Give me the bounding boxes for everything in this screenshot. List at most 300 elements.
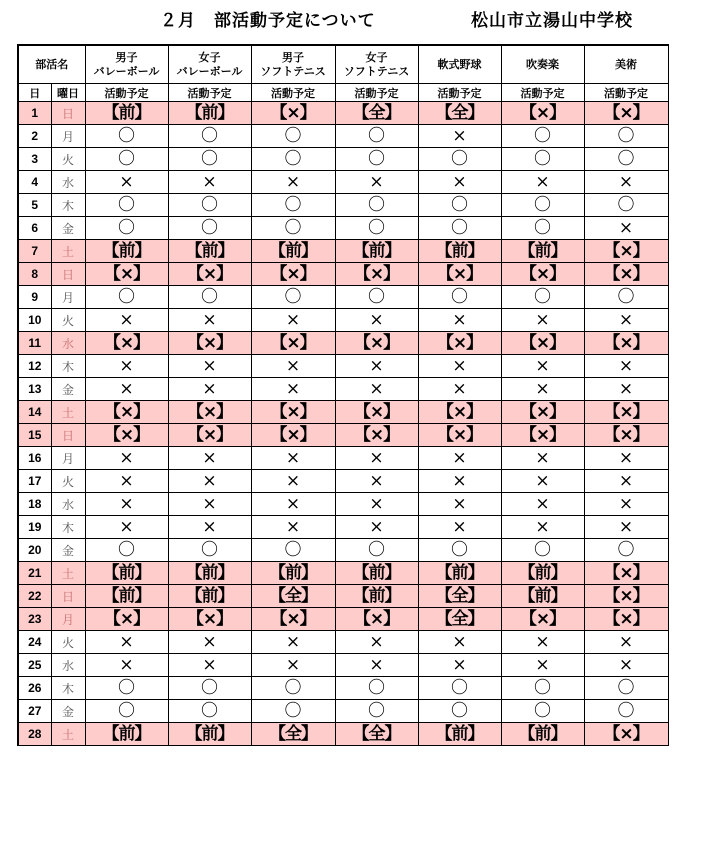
schedule-cell: × bbox=[335, 171, 418, 194]
schedule-cell: 〇 bbox=[251, 286, 335, 309]
club-header bbox=[335, 45, 418, 84]
schedule-cell: 【×】 bbox=[335, 332, 418, 355]
schedule-cell: 【全】 bbox=[418, 102, 501, 125]
table-row bbox=[18, 102, 668, 125]
schedule-cell: 【×】 bbox=[584, 240, 668, 263]
schedule-cell: 【前】 bbox=[501, 723, 584, 746]
schedule-cell: 〇 bbox=[418, 148, 501, 171]
table-row bbox=[18, 355, 668, 378]
schedule-cell: 【×】 bbox=[584, 332, 668, 355]
schedule-cell: × bbox=[251, 516, 335, 539]
schedule-cell: × bbox=[85, 378, 168, 401]
weekday-cell: 木 bbox=[51, 516, 85, 539]
table-row bbox=[18, 723, 668, 746]
schedule-cell: 【前】 bbox=[418, 240, 501, 263]
table-row bbox=[18, 286, 668, 309]
schedule-cell: 〇 bbox=[501, 286, 584, 309]
weekday-cell: 日 bbox=[51, 585, 85, 608]
schedule-cell: 【×】 bbox=[251, 263, 335, 286]
schedule-cell: 〇 bbox=[335, 194, 418, 217]
day-cell: 2 bbox=[18, 125, 51, 148]
schedule-cell: × bbox=[584, 654, 668, 677]
weekday-header: 曜日 bbox=[51, 84, 85, 102]
schedule-cell: × bbox=[168, 493, 251, 516]
club-header-line2: ソフトテニス bbox=[343, 64, 410, 78]
schedule-cell: 〇 bbox=[418, 677, 501, 700]
schedule-cell: 〇 bbox=[168, 148, 251, 171]
schedule-cell: × bbox=[168, 516, 251, 539]
schedule-cell: × bbox=[85, 493, 168, 516]
table-row bbox=[18, 539, 668, 562]
schedule-cell: 〇 bbox=[251, 125, 335, 148]
schedule-cell: 【×】 bbox=[584, 585, 668, 608]
weekday-cell: 月 bbox=[51, 608, 85, 631]
schedule-cell: × bbox=[418, 171, 501, 194]
schedule-cell: 〇 bbox=[335, 677, 418, 700]
schedule-cell: 〇 bbox=[501, 217, 584, 240]
schedule-cell: × bbox=[168, 355, 251, 378]
schedule-cell: × bbox=[418, 470, 501, 493]
day-cell: 15 bbox=[18, 424, 51, 447]
schedule-cell: × bbox=[85, 631, 168, 654]
activity-plan-header: 活動予定 bbox=[168, 84, 251, 102]
schedule-cell: 〇 bbox=[251, 539, 335, 562]
day-cell: 20 bbox=[18, 539, 51, 562]
day-cell: 13 bbox=[18, 378, 51, 401]
day-cell: 26 bbox=[18, 677, 51, 700]
day-cell: 22 bbox=[18, 585, 51, 608]
schedule-cell: × bbox=[501, 355, 584, 378]
header-row-sub bbox=[18, 84, 668, 102]
table-row bbox=[18, 631, 668, 654]
table-row bbox=[18, 493, 668, 516]
schedule-cell: 〇 bbox=[251, 677, 335, 700]
schedule-cell: 【前】 bbox=[85, 723, 168, 746]
schedule-cell: × bbox=[418, 493, 501, 516]
club-header bbox=[168, 45, 251, 84]
schedule-cell: × bbox=[168, 470, 251, 493]
day-cell: 25 bbox=[18, 654, 51, 677]
table-row bbox=[18, 585, 668, 608]
table-row bbox=[18, 677, 668, 700]
weekday-cell: 火 bbox=[51, 631, 85, 654]
schedule-cell: 〇 bbox=[85, 677, 168, 700]
schedule-cell: 【×】 bbox=[85, 424, 168, 447]
schedule-cell: 【×】 bbox=[584, 263, 668, 286]
schedule-cell: 【×】 bbox=[85, 263, 168, 286]
table-row bbox=[18, 401, 668, 424]
schedule-cell: 〇 bbox=[168, 539, 251, 562]
schedule-cell: × bbox=[418, 378, 501, 401]
schedule-cell: 〇 bbox=[85, 286, 168, 309]
schedule-cell: 【×】 bbox=[501, 401, 584, 424]
schedule-cell: 〇 bbox=[335, 125, 418, 148]
page-header bbox=[0, 6, 706, 32]
schedule-cell: 【×】 bbox=[335, 263, 418, 286]
day-cell: 12 bbox=[18, 355, 51, 378]
schedule-cell: × bbox=[85, 470, 168, 493]
schedule-cell: × bbox=[251, 309, 335, 332]
day-cell: 27 bbox=[18, 700, 51, 723]
schedule-cell: × bbox=[501, 470, 584, 493]
schedule-cell: 〇 bbox=[584, 125, 668, 148]
schedule-cell: × bbox=[251, 631, 335, 654]
weekday-cell: 金 bbox=[51, 378, 85, 401]
schedule-cell: × bbox=[501, 309, 584, 332]
day-cell: 17 bbox=[18, 470, 51, 493]
schedule-cell: 【×】 bbox=[85, 332, 168, 355]
schedule-cell: 〇 bbox=[335, 700, 418, 723]
schedule-cell: × bbox=[418, 447, 501, 470]
schedule-cell: × bbox=[251, 378, 335, 401]
schedule-cell: 【前】 bbox=[168, 102, 251, 125]
schedule-cell: 【前】 bbox=[501, 562, 584, 585]
club-header bbox=[251, 45, 335, 84]
day-cell: 14 bbox=[18, 401, 51, 424]
schedule-cell: 【前】 bbox=[501, 585, 584, 608]
schedule-cell: × bbox=[501, 447, 584, 470]
page-title: ２月 部活動予定について bbox=[160, 11, 376, 31]
schedule-cell: 【×】 bbox=[501, 102, 584, 125]
weekday-cell: 土 bbox=[51, 240, 85, 263]
schedule-cell: 【前】 bbox=[85, 102, 168, 125]
schedule-cell: 【×】 bbox=[584, 424, 668, 447]
schedule-cell: × bbox=[584, 309, 668, 332]
club-header: 美術 bbox=[584, 45, 668, 84]
schedule-cell: 〇 bbox=[168, 677, 251, 700]
schedule-cell: × bbox=[418, 516, 501, 539]
schedule-cell: × bbox=[335, 516, 418, 539]
schedule-cell: × bbox=[335, 355, 418, 378]
schedule-cell: 〇 bbox=[168, 286, 251, 309]
schedule-cell: 【全】 bbox=[418, 585, 501, 608]
schedule-cell: × bbox=[168, 631, 251, 654]
schedule-cell: 〇 bbox=[168, 194, 251, 217]
weekday-cell: 火 bbox=[51, 148, 85, 171]
schedule-cell: 【前】 bbox=[168, 562, 251, 585]
schedule-cell: × bbox=[418, 631, 501, 654]
schedule-cell: × bbox=[251, 171, 335, 194]
schedule-cell: 〇 bbox=[501, 677, 584, 700]
schedule-cell: 【×】 bbox=[418, 424, 501, 447]
schedule-cell: 【×】 bbox=[501, 608, 584, 631]
table-row bbox=[18, 194, 668, 217]
schedule-cell: × bbox=[335, 654, 418, 677]
weekday-cell: 木 bbox=[51, 355, 85, 378]
table-row bbox=[18, 217, 668, 240]
schedule-cell: 【前】 bbox=[251, 240, 335, 263]
schedule-cell: 【×】 bbox=[85, 608, 168, 631]
schedule-cell: 【×】 bbox=[335, 608, 418, 631]
schedule-cell: 〇 bbox=[501, 700, 584, 723]
day-cell: 4 bbox=[18, 171, 51, 194]
schedule-cell: 〇 bbox=[501, 539, 584, 562]
table-row bbox=[18, 608, 668, 631]
schedule-cell: × bbox=[168, 171, 251, 194]
table-row bbox=[18, 654, 668, 677]
schedule-cell: × bbox=[85, 447, 168, 470]
club-header: 吹奏楽 bbox=[501, 45, 584, 84]
club-label-header: 部活名 bbox=[18, 45, 85, 84]
weekday-cell: 金 bbox=[51, 539, 85, 562]
activity-plan-header: 活動予定 bbox=[335, 84, 418, 102]
schedule-cell: 〇 bbox=[335, 286, 418, 309]
schedule-cell: × bbox=[335, 493, 418, 516]
table-row bbox=[18, 447, 668, 470]
schedule-cell: 〇 bbox=[418, 217, 501, 240]
schedule-cell: × bbox=[584, 470, 668, 493]
schedule-cell: 【全】 bbox=[335, 723, 418, 746]
schedule-cell: 〇 bbox=[418, 286, 501, 309]
schedule-cell: × bbox=[501, 516, 584, 539]
activity-plan-header: 活動予定 bbox=[251, 84, 335, 102]
club-header-line2: バレーボール bbox=[93, 64, 160, 78]
day-cell: 3 bbox=[18, 148, 51, 171]
schedule-cell: 【前】 bbox=[168, 240, 251, 263]
schedule-cell: 〇 bbox=[85, 125, 168, 148]
schedule-cell: × bbox=[584, 516, 668, 539]
schedule-cell: 〇 bbox=[85, 194, 168, 217]
schedule-cell: 【×】 bbox=[501, 263, 584, 286]
schedule-cell: 〇 bbox=[584, 194, 668, 217]
weekday-cell: 土 bbox=[51, 401, 85, 424]
schedule-cell: × bbox=[501, 631, 584, 654]
schedule-cell: × bbox=[168, 309, 251, 332]
weekday-cell: 水 bbox=[51, 332, 85, 355]
club-header-line2: バレーボール bbox=[176, 64, 243, 78]
weekday-cell: 木 bbox=[51, 194, 85, 217]
day-cell: 10 bbox=[18, 309, 51, 332]
schedule-cell: 〇 bbox=[584, 539, 668, 562]
weekday-cell: 水 bbox=[51, 493, 85, 516]
weekday-cell: 水 bbox=[51, 654, 85, 677]
weekday-cell: 月 bbox=[51, 286, 85, 309]
schedule-cell: 〇 bbox=[584, 700, 668, 723]
table-row bbox=[18, 240, 668, 263]
schedule-cell: × bbox=[251, 493, 335, 516]
schedule-cell: 【×】 bbox=[584, 102, 668, 125]
schedule-cell: 【前】 bbox=[85, 562, 168, 585]
club-header-line1: 男子 bbox=[115, 50, 138, 64]
schedule-cell: × bbox=[251, 654, 335, 677]
schedule-cell: 【前】 bbox=[85, 585, 168, 608]
schedule-cell: 【前】 bbox=[418, 562, 501, 585]
schedule-cell: × bbox=[335, 631, 418, 654]
club-header: 軟式野球 bbox=[418, 45, 501, 84]
activity-plan-header: 活動予定 bbox=[418, 84, 501, 102]
schedule-cell: 【×】 bbox=[85, 401, 168, 424]
schedule-cell: 【×】 bbox=[251, 424, 335, 447]
club-header-line2: ソフトテニス bbox=[260, 64, 326, 78]
weekday-cell: 火 bbox=[51, 470, 85, 493]
schedule-cell: × bbox=[251, 447, 335, 470]
weekday-cell: 木 bbox=[51, 677, 85, 700]
schedule-cell: 【×】 bbox=[418, 263, 501, 286]
schedule-cell: 【×】 bbox=[251, 401, 335, 424]
schedule-cell: × bbox=[418, 355, 501, 378]
weekday-cell: 金 bbox=[51, 700, 85, 723]
schedule-cell: 【×】 bbox=[168, 608, 251, 631]
day-cell: 8 bbox=[18, 263, 51, 286]
schedule-cell: 〇 bbox=[418, 539, 501, 562]
school-name: 松山市立湯山中学校 bbox=[471, 11, 633, 31]
day-cell: 24 bbox=[18, 631, 51, 654]
weekday-cell: 月 bbox=[51, 447, 85, 470]
schedule-cell: 【前】 bbox=[168, 723, 251, 746]
schedule-cell: 〇 bbox=[584, 286, 668, 309]
schedule-cell: 【×】 bbox=[251, 608, 335, 631]
schedule-cell: 【前】 bbox=[501, 240, 584, 263]
schedule-cell: × bbox=[584, 378, 668, 401]
schedule-cell: 【×】 bbox=[501, 424, 584, 447]
schedule-cell: × bbox=[501, 493, 584, 516]
schedule-cell: 〇 bbox=[584, 148, 668, 171]
schedule-cell: × bbox=[418, 309, 501, 332]
day-cell: 6 bbox=[18, 217, 51, 240]
schedule-cell: 【前】 bbox=[335, 240, 418, 263]
schedule-cell: 〇 bbox=[418, 194, 501, 217]
schedule-cell: × bbox=[584, 355, 668, 378]
schedule-cell: 【全】 bbox=[418, 608, 501, 631]
schedule-cell: 【前】 bbox=[251, 562, 335, 585]
schedule-cell: 【×】 bbox=[251, 102, 335, 125]
schedule-cell: × bbox=[584, 493, 668, 516]
schedule-cell: 【前】 bbox=[335, 585, 418, 608]
day-cell: 21 bbox=[18, 562, 51, 585]
schedule-cell: 【×】 bbox=[418, 401, 501, 424]
schedule-cell: 〇 bbox=[335, 148, 418, 171]
schedule-cell: 【前】 bbox=[85, 240, 168, 263]
table-row bbox=[18, 332, 668, 355]
schedule-cell: 【×】 bbox=[335, 424, 418, 447]
schedule-cell: × bbox=[584, 217, 668, 240]
club-header-line1: 女子 bbox=[365, 50, 388, 64]
table-row bbox=[18, 378, 668, 401]
schedule-cell: 【×】 bbox=[584, 401, 668, 424]
schedule-cell: 〇 bbox=[251, 700, 335, 723]
day-cell: 11 bbox=[18, 332, 51, 355]
schedule-cell: 【全】 bbox=[335, 102, 418, 125]
table-row bbox=[18, 470, 668, 493]
club-header bbox=[85, 45, 168, 84]
schedule-cell: × bbox=[501, 654, 584, 677]
weekday-cell: 金 bbox=[51, 217, 85, 240]
header-row-clubs bbox=[18, 45, 668, 84]
schedule-cell: × bbox=[335, 470, 418, 493]
club-header-line1: 女子 bbox=[198, 50, 221, 64]
day-cell: 16 bbox=[18, 447, 51, 470]
table-row bbox=[18, 125, 668, 148]
schedule-cell: 〇 bbox=[168, 217, 251, 240]
schedule-cell: 【全】 bbox=[251, 585, 335, 608]
schedule-cell: × bbox=[85, 654, 168, 677]
schedule-cell: 〇 bbox=[85, 217, 168, 240]
schedule-cell: 【×】 bbox=[418, 332, 501, 355]
schedule-cell: × bbox=[168, 378, 251, 401]
schedule-cell: × bbox=[335, 378, 418, 401]
schedule-cell: 〇 bbox=[501, 194, 584, 217]
schedule-cell: × bbox=[501, 171, 584, 194]
table-row bbox=[18, 263, 668, 286]
table-row bbox=[18, 424, 668, 447]
schedule-cell: 【前】 bbox=[168, 585, 251, 608]
weekday-cell: 火 bbox=[51, 309, 85, 332]
schedule-cell: 〇 bbox=[85, 700, 168, 723]
table-row bbox=[18, 171, 668, 194]
schedule-body bbox=[18, 102, 668, 746]
activity-plan-header: 活動予定 bbox=[501, 84, 584, 102]
table-row bbox=[18, 516, 668, 539]
schedule-cell: 【×】 bbox=[584, 562, 668, 585]
schedule-cell: 〇 bbox=[251, 194, 335, 217]
schedule-cell: 〇 bbox=[85, 148, 168, 171]
schedule-cell: 〇 bbox=[501, 148, 584, 171]
schedule-cell: 〇 bbox=[418, 700, 501, 723]
day-cell: 5 bbox=[18, 194, 51, 217]
schedule-cell: × bbox=[584, 631, 668, 654]
schedule-cell: 【×】 bbox=[168, 332, 251, 355]
schedule-cell: × bbox=[584, 171, 668, 194]
schedule-cell: 【前】 bbox=[418, 723, 501, 746]
day-cell: 7 bbox=[18, 240, 51, 263]
schedule-cell: 〇 bbox=[584, 677, 668, 700]
schedule-cell: 【×】 bbox=[168, 424, 251, 447]
schedule-cell: × bbox=[418, 654, 501, 677]
schedule-cell: 〇 bbox=[85, 539, 168, 562]
table-row bbox=[18, 309, 668, 332]
schedule-cell: × bbox=[85, 309, 168, 332]
weekday-cell: 土 bbox=[51, 562, 85, 585]
schedule-cell: 〇 bbox=[251, 217, 335, 240]
schedule-cell: × bbox=[251, 470, 335, 493]
schedule-cell: × bbox=[501, 378, 584, 401]
weekday-cell: 日 bbox=[51, 102, 85, 125]
schedule-cell: × bbox=[418, 125, 501, 148]
day-cell: 28 bbox=[18, 723, 51, 746]
schedule-cell: × bbox=[85, 516, 168, 539]
schedule-cell: 【×】 bbox=[584, 723, 668, 746]
schedule-cell: 【×】 bbox=[335, 401, 418, 424]
schedule-cell: × bbox=[335, 309, 418, 332]
table-row bbox=[18, 700, 668, 723]
schedule-cell: × bbox=[168, 654, 251, 677]
schedule-cell: × bbox=[584, 447, 668, 470]
day-cell: 1 bbox=[18, 102, 51, 125]
schedule-cell: × bbox=[251, 355, 335, 378]
schedule-cell: 【×】 bbox=[584, 608, 668, 631]
day-cell: 18 bbox=[18, 493, 51, 516]
schedule-cell: 【全】 bbox=[251, 723, 335, 746]
day-cell: 19 bbox=[18, 516, 51, 539]
schedule-cell: 〇 bbox=[335, 217, 418, 240]
weekday-cell: 月 bbox=[51, 125, 85, 148]
activity-plan-header: 活動予定 bbox=[584, 84, 668, 102]
schedule-cell: 〇 bbox=[501, 125, 584, 148]
schedule-cell: 【×】 bbox=[168, 263, 251, 286]
schedule-cell: × bbox=[85, 355, 168, 378]
schedule-cell: 【前】 bbox=[335, 562, 418, 585]
table-row bbox=[18, 148, 668, 171]
schedule-cell: × bbox=[168, 447, 251, 470]
day-cell: 9 bbox=[18, 286, 51, 309]
schedule-cell: 〇 bbox=[335, 539, 418, 562]
schedule-cell: × bbox=[335, 447, 418, 470]
day-header: 日 bbox=[18, 84, 51, 102]
weekday-cell: 日 bbox=[51, 263, 85, 286]
table-row bbox=[18, 562, 668, 585]
day-cell: 23 bbox=[18, 608, 51, 631]
weekday-cell: 水 bbox=[51, 171, 85, 194]
